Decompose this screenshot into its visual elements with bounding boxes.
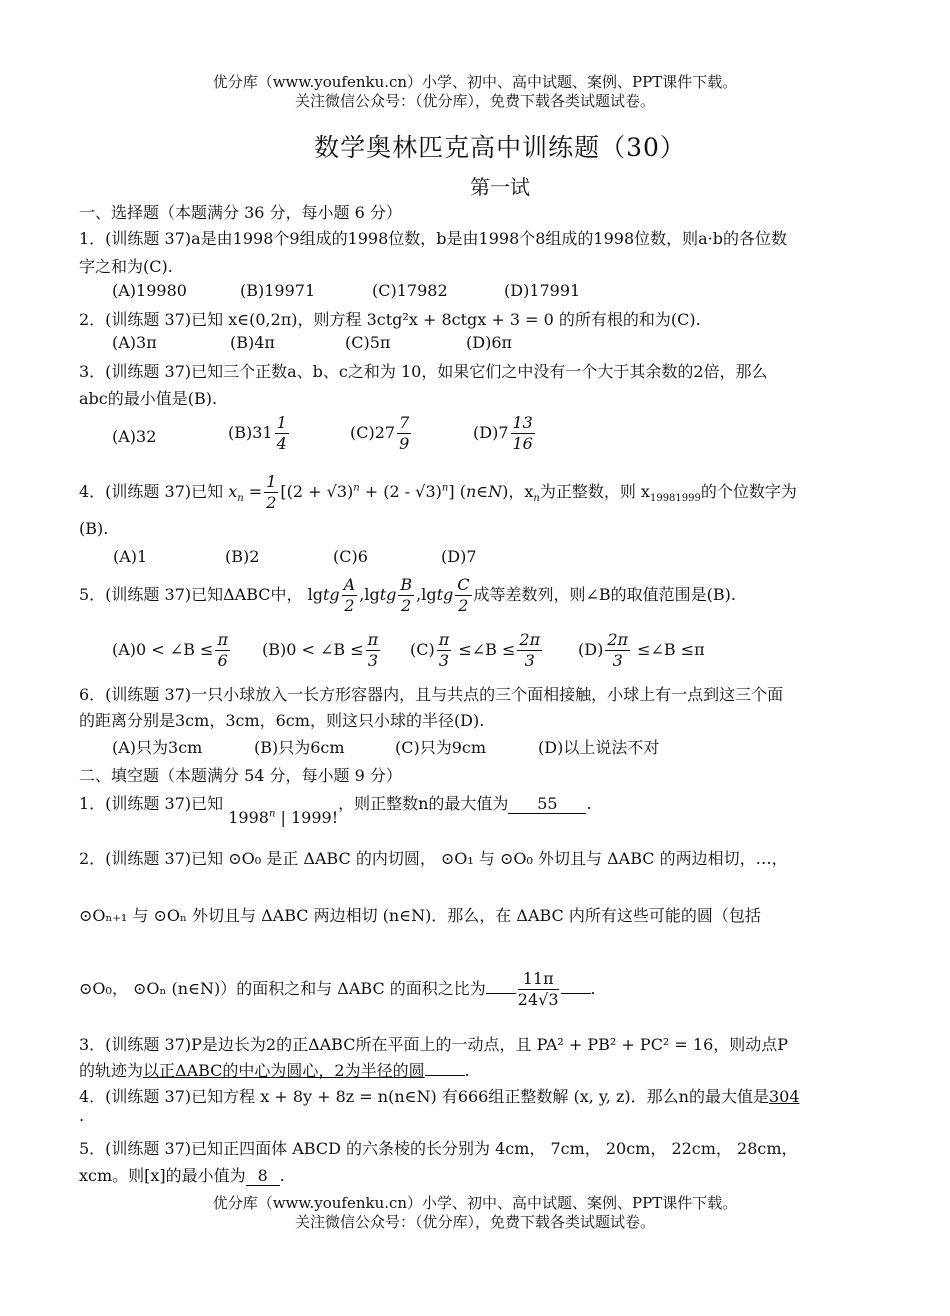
footer-line-2: 关注微信公众号：（优分库），免费下载各类试题试卷。 xyxy=(294,1213,655,1231)
f5-line-1: 5．(训练题 37)已知正四面体 ABCD 的六条棱的长分别为 4cm， 7cm， 20cm， 22cm， 28cm， xyxy=(79,1139,798,1158)
f2-answer-den: 24√3 xyxy=(517,990,559,1009)
q1-line-1 xyxy=(79,226,874,249)
q1-option-a: (A)19980 xyxy=(112,281,187,300)
q4-option-b: (B)2 xyxy=(225,547,260,566)
q4-option-c: (C)6 xyxy=(333,547,368,566)
q2-text: 已知 x∈(0,2π)，则方程 3ctg²x + 8ctgx + 3 = 0 的所有根的和为(C). xyxy=(191,310,701,329)
q2-option-c: (C)5π xyxy=(345,333,391,352)
q3-text-2: abc的最小值是(B). xyxy=(79,389,218,408)
q6-option-b: (B)只为6cm xyxy=(254,738,345,757)
f1-answer: 55 xyxy=(508,794,586,814)
q3-prefix: 3．(训练题 37) xyxy=(79,362,192,381)
q5-option-c: (C) $\frac{\pi}{3}$ ≤∠B ≤ $\frac{2\pi}{3}$ xyxy=(410,630,541,670)
q6-option-c: (C)只为9cm xyxy=(395,738,487,757)
q1-option-b: (B)19971 xyxy=(240,281,316,300)
section2-heading: 二、填空题（本题满分 54 分，每小题 9 分） xyxy=(79,766,402,785)
q5-prefix: 5．(训练题 37) xyxy=(79,585,192,604)
f5-line-2: xcm。则[x]的最小值为 8 . xyxy=(79,1166,285,1185)
page-title: 数学奥林匹克高中训练题（30） xyxy=(314,133,686,162)
q6-prefix: 6．(训练题 37) xyxy=(79,685,192,704)
q2-option-d: (D)6π xyxy=(466,333,513,352)
q5-line: 5．(训练题 37)已知ΔABC中， lgtg $\frac{A}{2}$ ,lgtg $\frac{B}{2}$ ,lgtg $\frac{C}{2}$ 成等差数列，则∠B的取值范围是(B). xyxy=(79,575,736,615)
q3-option-c-wrap: (C)27 $\frac{7}{9}$ xyxy=(350,413,410,453)
f2-line-1: 2．(训练题 37)已知 ⊙O₀ 是正 ΔABC 的内切圆， ⊙O₁ 与 ⊙O₀ 外切且与 ΔABC 的两边相切，…， xyxy=(79,849,788,868)
q3-text: 已知三个正数a、b、c之和为 10，如果它们之中没有一个大于其余数的2倍，那么 xyxy=(191,362,768,381)
q5-option-d: (D) $\frac{2\pi}{3}$ ≤∠B ≤π xyxy=(578,630,705,670)
header-line-2: 关注微信公众号：（优分库），免费下载各类试题试卷。 xyxy=(294,92,655,110)
q4-prefix: 4．(训练题 37) xyxy=(79,482,192,501)
q4-text-2: (B). xyxy=(79,519,109,538)
header-line-1: 优分库（www.youfenku.cn）小学、初中、高中试题、案例、PPT课件下载。 xyxy=(212,73,738,91)
f2-answer-num: 11π xyxy=(518,969,559,990)
q4-line-1: 4．(训练题 37)已知 $x_n$ = $\frac{1}{2}$ $[(2 + √3)^n + (2 - √3)^n]$ (n∈N)，$x_n$为正整数，则 $x_{19981999}$的个位数字为 xyxy=(79,472,797,512)
section1-heading: 一、选择题（本题满分 36 分，每小题 6 分） xyxy=(79,203,402,222)
q2-option-a: (A)3π xyxy=(112,333,157,352)
page-subtitle: 第一试 xyxy=(470,175,530,199)
q1-prefix: 1．(训练题 37) xyxy=(79,229,192,248)
f3-line-2: 的轨迹为以正ΔABC的中心为圆心，2为半径的圆 . xyxy=(79,1061,470,1080)
f3-answer: 以正ΔABC的中心为圆心，2为半径的圆 xyxy=(143,1061,425,1080)
f2-line-2: ⊙Oₙ₊₁ 与 ⊙Oₙ 外切且与 ΔABC 两边相切 (n∈N)．那么，在 ΔABC 内所有这些可能的圆（包括 xyxy=(79,906,761,925)
q1-option-c: (C)17982 xyxy=(372,281,448,300)
q4-option-d: (D)7 xyxy=(441,547,477,566)
q3-option-c: (C)27 xyxy=(350,423,396,442)
q2-line xyxy=(79,307,874,330)
q3-option-b-wrap: (B)31 $\frac{1}{4}$ xyxy=(228,413,287,453)
q1-text-2: 字之和为(C). xyxy=(79,257,173,276)
q1-text: a是由1998个9组成的1998位数，b是由1998个8组成的1998位数，则a·b的各位数 xyxy=(191,229,788,248)
f4-answer: 304 xyxy=(768,1087,800,1106)
q3-option-d: (D)7 xyxy=(473,423,509,442)
q5-option-a: (A)0 < ∠B ≤ $\frac{\pi}{6}$ xyxy=(112,630,228,670)
q2-prefix: 2．(训练题 37) xyxy=(79,310,192,329)
f2-line-3: ⊙O₀， ⊙Oₙ (n∈N)）的面积之和与 ΔABC 的面积之比为 $\frac{11\pi}{24√3}$ . xyxy=(79,969,596,1009)
f4-line: 4．(训练题 37)已知方程 x + 8y + 8z = n(n∈N) 有666组正整数解 (x, y, z)．那么n的最大值是304 xyxy=(79,1087,800,1106)
q4-option-a: (A)1 xyxy=(113,547,148,566)
q3-line-1 xyxy=(79,359,874,382)
f3-line-1: 3．(训练题 37)P是边长为2的正ΔABC所在平面上的一动点，且 PA² + PB² + PC² = 16，则动点P xyxy=(79,1035,789,1054)
q6-option-d: (D)以上说法不对 xyxy=(538,738,660,757)
q6-option-a: (A)只为3cm xyxy=(112,738,203,757)
q3-option-b: (B)31 xyxy=(228,423,273,442)
q1-option-d: (D)17991 xyxy=(504,281,581,300)
q3-option-d-wrap: (D)7 $\frac{13}{16}$ xyxy=(473,413,533,453)
f1-line: 1．(训练题 37)已知 1998$^n$ | 1999!，则正整数n的最大值为 55 . xyxy=(79,794,592,827)
q2-option-b: (B)4π xyxy=(230,333,275,352)
q6-text-2: 的距离分别是3cm，3cm，6cm，则这只小球的半径(D). xyxy=(79,711,485,730)
f4-end: . xyxy=(79,1106,85,1125)
f5-answer: 8 xyxy=(246,1166,280,1186)
q5-option-b: (B)0 < ∠B ≤ $\frac{\pi}{3}$ xyxy=(262,630,379,670)
q3-option-a: (A)32 xyxy=(112,427,157,446)
q6-line-1: 6．(训练题 37)一只小球放入一长方形容器内，且与共点的三个面相接触，小球上有一点到这三个面 xyxy=(79,685,784,704)
footer-line-1: 优分库（www.youfenku.cn）小学、初中、高中试题、案例、PPT课件下载。 xyxy=(212,1194,738,1212)
